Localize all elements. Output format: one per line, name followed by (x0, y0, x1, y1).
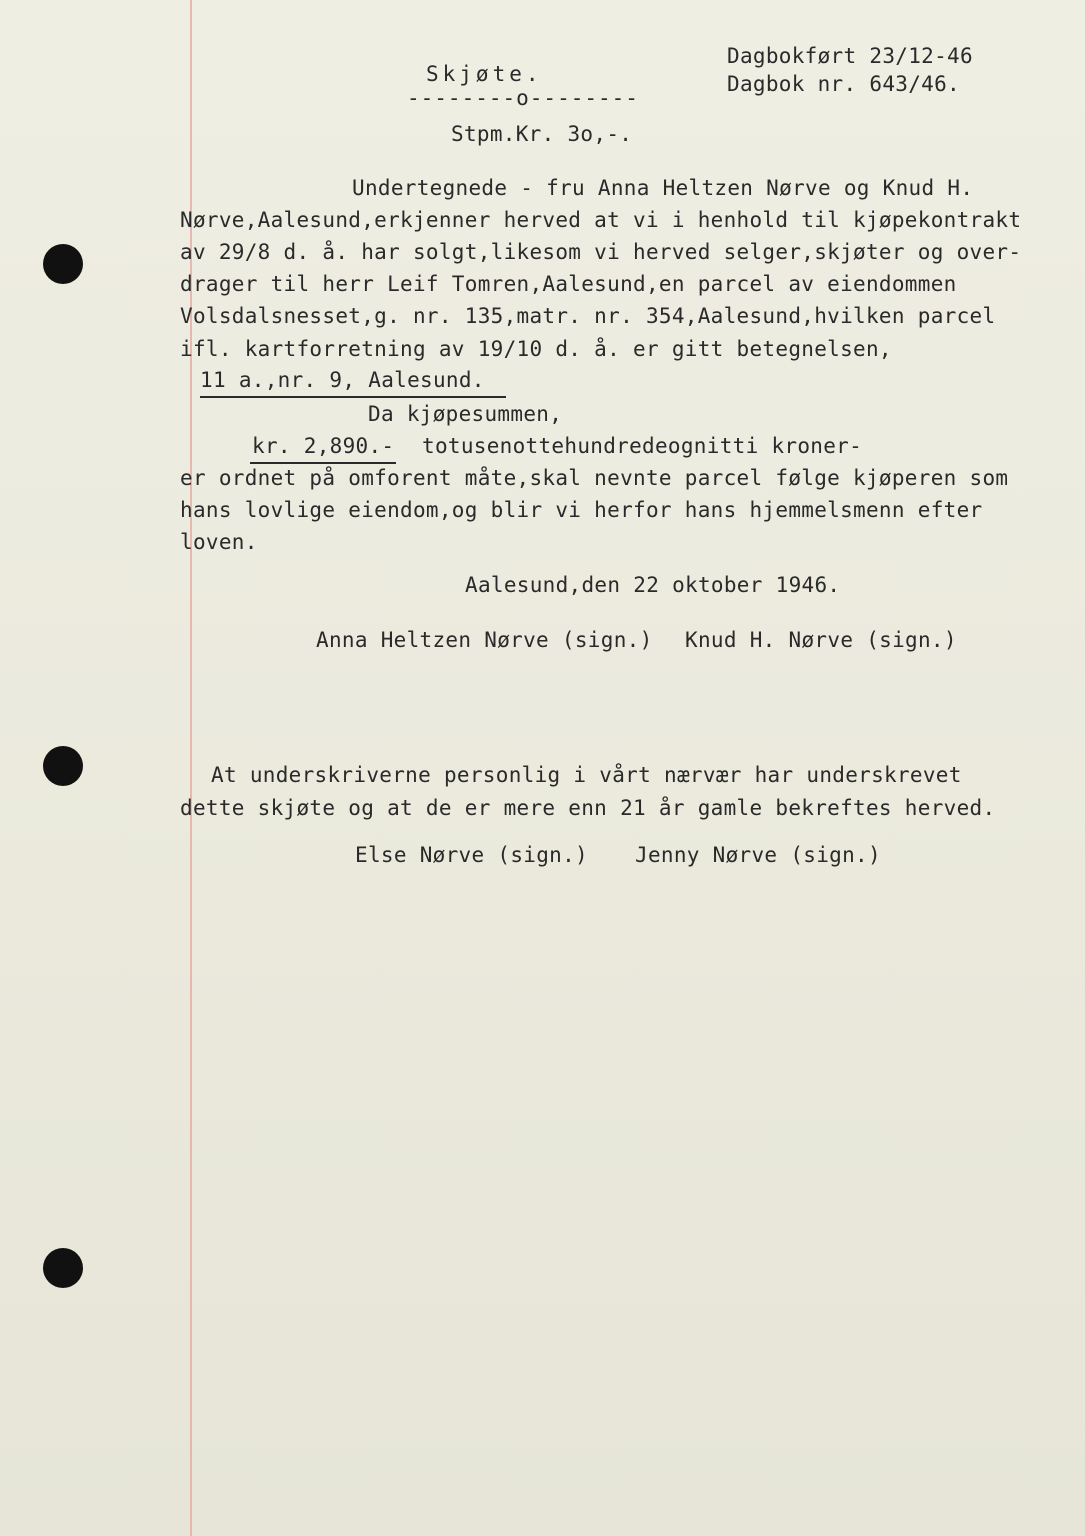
title-underline: --------o-------- (407, 86, 639, 110)
closing-line: er ordnet på omforent måte,skal nevnte parcel følge kjøperen som (180, 466, 1009, 490)
punch-hole-icon (43, 1248, 83, 1288)
witness-signature: Else Nørve (sign.) (355, 843, 588, 867)
purchase-price: kr. 2,890.- (252, 434, 395, 458)
closing-line: loven. (180, 530, 258, 554)
registration-date: Dagbokført 23/12-46 (727, 44, 973, 68)
body-line: Volsdalsnesset,g. nr. 135,matr. nr. 354,Aalesund,hvilken parcel (180, 304, 996, 328)
body-line: Undertegnede - fru Anna Heltzen Nørve og Knud H. (352, 176, 974, 200)
stamp-duty: Stpm.Kr. 3o,-. (451, 122, 633, 146)
lot-underline (200, 396, 506, 398)
punch-hole-icon (43, 746, 83, 786)
price-underline (250, 462, 396, 464)
lot-designation: 11 a.,nr. 9, Aalesund. (200, 368, 485, 392)
witness-line: dette skjøte og at de er mere enn 21 år gamle bekreftes herved. (180, 796, 996, 820)
registration-number: Dagbok nr. 643/46. (727, 72, 960, 96)
document-title: Skjøte. (426, 62, 543, 86)
body-line: ifl. kartforretning av 19/10 d. å. er gitt betegnelsen, (180, 337, 892, 361)
seller-signature: Anna Heltzen Nørve (sign.) (316, 628, 653, 652)
witness-line: At underskriverne personlig i vårt nærvær har underskrevet (211, 763, 962, 787)
price-in-words: totusenottehundredeognitti kroner- (422, 434, 863, 458)
closing-line: hans lovlige eiendom,og blir vi herfor hans hjemmelsmenn efter (180, 498, 983, 522)
body-line: drager til herr Leif Tomren,Aalesund,en parcel av eiendommen (180, 272, 957, 296)
purchase-intro: Da kjøpesummen, (368, 402, 563, 426)
punch-hole-icon (43, 244, 83, 284)
body-line: av 29/8 d. å. har solgt,likesom vi herved selger,skjøter og over- (180, 240, 1022, 264)
seller-signature: Knud H. Nørve (sign.) (685, 628, 957, 652)
dateline: Aalesund,den 22 oktober 1946. (465, 573, 841, 597)
witness-signature: Jenny Nørve (sign.) (635, 843, 881, 867)
body-line: Nørve,Aalesund,erkjenner herved at vi i henhold til kjøpekontrakt (180, 208, 1022, 232)
